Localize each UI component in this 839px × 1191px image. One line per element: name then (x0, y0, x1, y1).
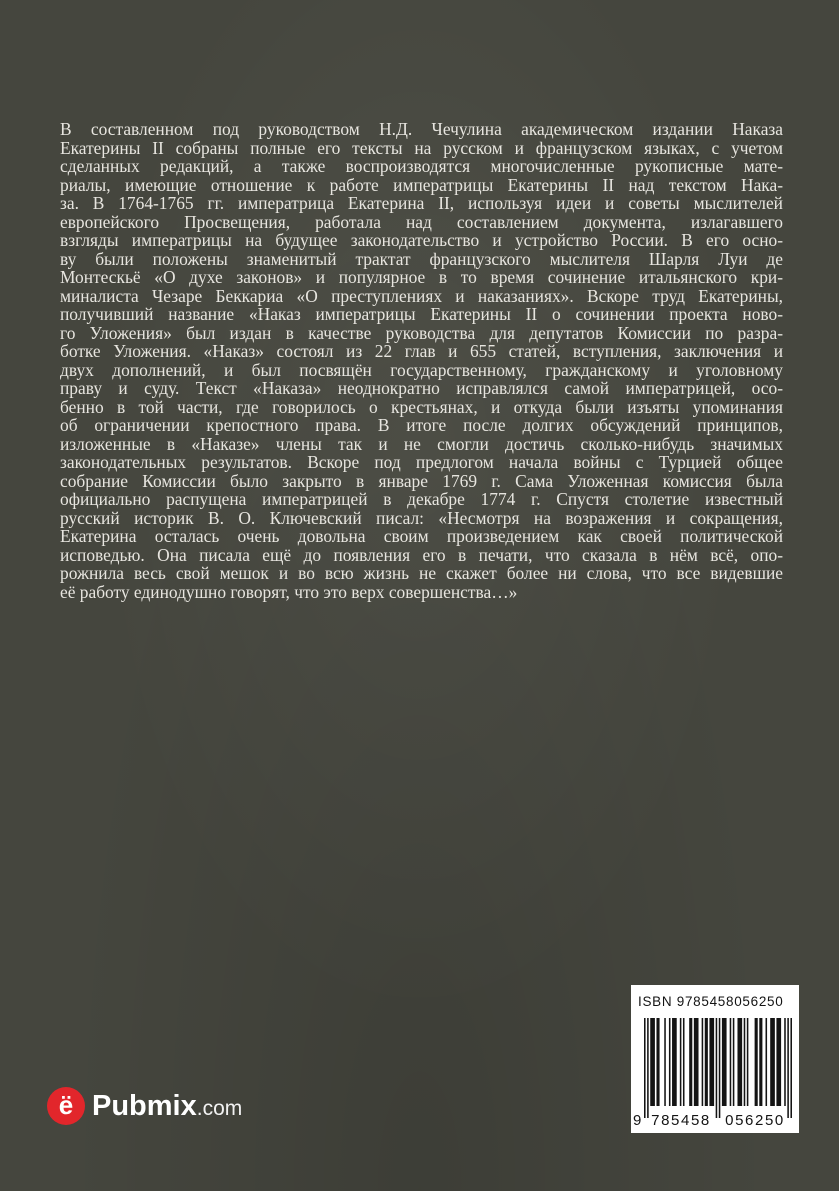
blurb-line: го Уложения» был издан в качестве руководства для депутатов Комиссии по разра- (60, 322, 783, 343)
barcode-bar (730, 1018, 732, 1106)
blurb-line: об ограничении крепостного права. В итоге после долгих обсуждений принципов, (60, 415, 783, 435)
blurb-line: изложенные в «Наказе» члены так и не смогли достичь сколько-нибудь значимых (60, 433, 783, 454)
barcode-bar (787, 1018, 789, 1118)
blurb-line: ботке Уложения. «Наказ» состоял из 22 глав и 655 статей, вступления, заключения и (60, 341, 783, 361)
blurb-line: за. В 1764-1765 гг. императрица Екатерина II, используя идеи и советы мыслителей (60, 193, 783, 213)
barcode-bar (776, 1018, 781, 1106)
blurb-line: Екатерины II собраны полные его тексты на русском и французском языках, с учетом (60, 137, 783, 158)
blurb-line: собрание Комиссии было закрыто в январе 1769 г. Сама Уложенная комиссия была (60, 470, 783, 491)
barcode-bar (770, 1018, 775, 1106)
barcode-bar (790, 1018, 792, 1118)
barcode-bar (709, 1018, 714, 1106)
publisher-logo (47, 1086, 242, 1126)
barcode-bar (722, 1018, 727, 1106)
blurb-line: ву были положены знаменитый трактат французского мыслителя Шарля Луи де (60, 248, 783, 269)
blurb-line: Монтескьё «О духе законов» и популярное в то время сочинение итальянского кри- (60, 267, 783, 287)
barcode-bar (702, 1018, 704, 1106)
blurb-line: официально распущена императрицей в декабре 1774 г. Спустя столетие известный (60, 489, 783, 509)
barcode-bar (737, 1018, 742, 1106)
blurb-line: двух дополнений, и был посвящён государственному, гражданскому и уголовному (60, 359, 783, 380)
blurb-line: её работу единодушно говорят, что это верх совершенства…» (60, 581, 518, 602)
barcode (644, 1018, 792, 1118)
barcode-bar (644, 1018, 646, 1118)
barcode-bar (683, 1018, 685, 1106)
barcode-bar (664, 1018, 666, 1106)
barcode-bar (719, 1018, 721, 1118)
publisher-name: Pubmix (92, 1089, 197, 1122)
barcode-bar (705, 1018, 708, 1106)
blurb-line: Екатерина осталась очень довольна своим произведением как своей политической (60, 526, 783, 546)
barcode-bar (784, 1018, 786, 1106)
barcode-digits-right: 056250 (725, 1112, 785, 1129)
blurb-line: риалы, имеющие отношение к работе императрицы Екатерины II над текстом Нака- (60, 174, 783, 195)
barcode-bar (747, 1018, 749, 1106)
blurb-line: получивший название «Наказ императрицы Екатерины II о сочинении проекта ново- (60, 304, 783, 324)
publisher-domain: .com (196, 1097, 243, 1120)
isbn-barcode-box (631, 985, 799, 1133)
blurb-line: русский историк В. О. Ключевский писал: «Несмотря на возражения и сокращения, (60, 507, 783, 528)
blurb-line: сделанных редакций, а также воспроизводятся многочисленные рукописные мате- (60, 156, 783, 176)
barcode-bar (656, 1018, 659, 1106)
barcode-bar (744, 1018, 746, 1106)
barcode-bar (680, 1018, 682, 1106)
blurb-line: исповедью. Она писала ещё до появления его в печати, что сказала в нём всё, опо- (60, 544, 783, 565)
blurb-line: рожнила весь свой мешок и во всю жизнь не скажет более ни слова, что все видевшие (60, 563, 783, 583)
blurb-line: праву и суду. Текст «Наказа» неоднократно исправлялся самой императрицей, осо- (60, 378, 783, 398)
blurb-line: бенно в той части, где говорилось о крестьянах, и откуда были изъяты упоминания (60, 396, 783, 417)
barcode-bar (755, 1018, 758, 1106)
barcode-bar (672, 1018, 677, 1106)
pubmix-logo-icon: ё (47, 1087, 85, 1125)
barcode-bar (647, 1018, 649, 1118)
blurb-line: европейского Просвещения, работала над составлением документа, излагавшего (60, 211, 783, 232)
barcode-bar (689, 1018, 692, 1106)
blurb-line: В составленном под руководством Н.Д. Чечулина академическом издании Наказа (60, 119, 783, 139)
barcode-bar (694, 1018, 699, 1106)
barcode-bar (766, 1018, 768, 1106)
blurb-line: законодательных результатов. Вскоре под предлогом начала войны с Турцией общее (60, 452, 783, 472)
barcode-digit-first: 9 (633, 1112, 643, 1129)
isbn-label: ISBN 9785458056250 (638, 994, 784, 1009)
blurb-line: взгляды императрицы на будущее законодательство и устройство России. В его осно- (60, 230, 783, 250)
barcode-bar (733, 1018, 735, 1106)
blurb-text (60, 120, 783, 601)
barcode-bar (650, 1018, 655, 1106)
barcode-bar (759, 1018, 762, 1106)
barcode-digits-left: 785458 (651, 1112, 711, 1129)
barcode-bar (716, 1018, 718, 1118)
blurb-line: миналиста Чезаре Беккариа «О преступлениях и наказаниях». Вскоре труд Екатерины, (60, 285, 783, 306)
barcode-bar (669, 1018, 671, 1106)
